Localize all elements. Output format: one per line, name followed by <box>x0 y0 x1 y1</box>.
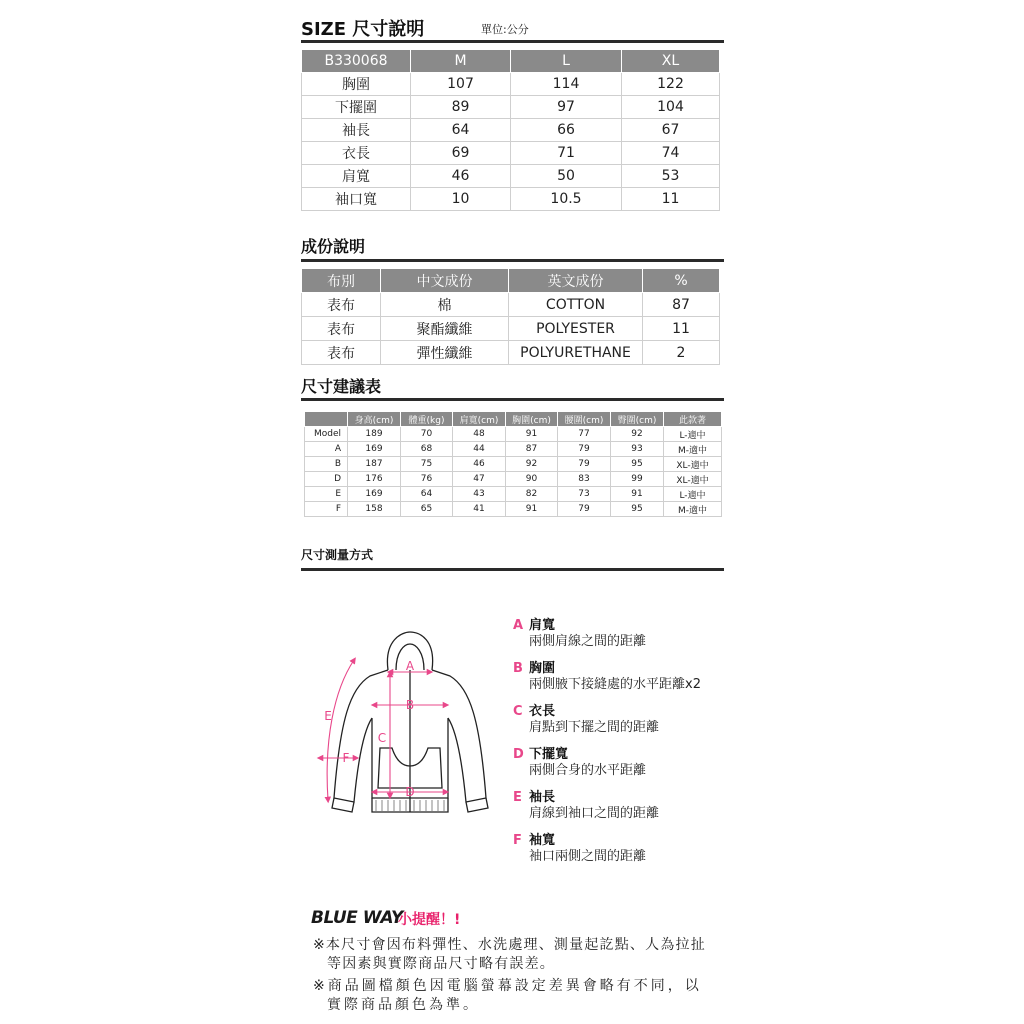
size-title: SIZE 尺寸說明 <box>301 19 425 40</box>
table-cell: 下擺圍 <box>302 96 411 119</box>
table-cell: 169 <box>348 487 401 502</box>
table-cell: 11 <box>643 317 720 341</box>
table-cell: 92 <box>611 427 664 442</box>
legend-desc: 兩側合身的水平距離 <box>529 763 647 778</box>
diagram-label-b: B <box>405 698 415 712</box>
table-cell: 11 <box>622 188 720 211</box>
table-cell: 95 <box>611 502 664 517</box>
table-cell: 82 <box>506 487 558 502</box>
legend-item-d <box>513 747 701 790</box>
table-cell: 67 <box>622 119 720 142</box>
header-cell: 此款著 <box>664 412 722 427</box>
table-cell: 74 <box>622 142 720 165</box>
measure-legend <box>513 618 701 876</box>
table-cell: 122 <box>622 73 720 96</box>
notice-line-4: 實際商品顏色為準。 <box>327 997 480 1013</box>
legend-letter: F <box>513 833 522 848</box>
table-cell: 表布 <box>302 317 381 341</box>
table-row <box>305 487 722 502</box>
table-cell: 64 <box>401 487 453 502</box>
table-row <box>302 165 720 188</box>
table-cell: B <box>305 457 348 472</box>
recommend-title-rule <box>301 398 724 401</box>
table-cell: POLYESTER <box>509 317 643 341</box>
table-cell: 189 <box>348 427 401 442</box>
measure-title: 尺寸測量方式 <box>301 548 374 562</box>
legend-letter: A <box>513 618 524 633</box>
legend-item-c <box>513 704 701 747</box>
legend-name: 肩寬 <box>529 618 556 633</box>
table-cell: 43 <box>453 487 506 502</box>
table-cell: 表布 <box>302 341 381 365</box>
table-cell: 169 <box>348 442 401 457</box>
table-cell: 73 <box>558 487 611 502</box>
legend-item-e <box>513 790 701 833</box>
recommend-table-header <box>305 412 722 427</box>
table-cell: 95 <box>611 457 664 472</box>
table-cell: 胸圍 <box>302 73 411 96</box>
table-cell: COTTON <box>509 293 643 317</box>
header-cell: B330068 <box>302 50 411 73</box>
size-table <box>301 49 720 211</box>
table-cell: 53 <box>622 165 720 188</box>
legend-desc: 袖口兩側之間的距離 <box>529 849 647 864</box>
unit-label: 單位:公分 <box>481 23 529 36</box>
legend-name: 衣長 <box>529 704 556 719</box>
legend-item-f <box>513 833 701 876</box>
table-cell: 92 <box>506 457 558 472</box>
legend-letter: C <box>513 704 523 719</box>
header-cell: 肩寬(cm) <box>453 412 506 427</box>
legend-desc: 肩線到袖口之間的距離 <box>529 806 660 821</box>
table-cell: 肩寬 <box>302 165 411 188</box>
header-cell: % <box>643 269 720 293</box>
legend-desc: 兩側腋下接縫處的水平距離x2 <box>529 677 701 692</box>
table-cell: 87 <box>643 293 720 317</box>
jacket-diagram <box>310 630 510 830</box>
table-cell: 64 <box>411 119 511 142</box>
table-row <box>305 502 722 517</box>
table-row <box>302 73 720 96</box>
table-cell: M-適中 <box>664 442 722 457</box>
composition-table-header <box>302 269 720 293</box>
header-cell: 身高(cm) <box>348 412 401 427</box>
table-cell: 表布 <box>302 293 381 317</box>
measure-title-rule <box>301 568 724 571</box>
notice-line-3: ※商品圖檔顏色因電腦螢幕設定差異會略有不同，以 <box>313 978 702 994</box>
legend-item-a <box>513 618 701 661</box>
table-cell: 69 <box>411 142 511 165</box>
table-cell: XL-適中 <box>664 472 722 487</box>
table-cell: A <box>305 442 348 457</box>
table-cell: 50 <box>511 165 622 188</box>
table-cell: 彈性纖維 <box>381 341 509 365</box>
table-cell: 10 <box>411 188 511 211</box>
table-cell: 48 <box>453 427 506 442</box>
table-cell: 176 <box>348 472 401 487</box>
header-cell: 體重(kg) <box>401 412 453 427</box>
table-cell: 91 <box>506 427 558 442</box>
table-cell: 187 <box>348 457 401 472</box>
table-cell: M-適中 <box>664 502 722 517</box>
legend-letter: D <box>513 747 524 762</box>
table-row <box>302 341 720 365</box>
table-cell: 79 <box>558 457 611 472</box>
header-cell: 英文成份 <box>509 269 643 293</box>
header-cell: 胸圍(cm) <box>506 412 558 427</box>
table-cell: 66 <box>511 119 622 142</box>
table-row <box>302 142 720 165</box>
table-row <box>305 442 722 457</box>
table-cell: 袖口寬 <box>302 188 411 211</box>
table-cell: 棉 <box>381 293 509 317</box>
table-cell: F <box>305 502 348 517</box>
table-cell: 70 <box>401 427 453 442</box>
legend-letter: B <box>513 661 523 676</box>
diagram-label-f: F <box>342 751 350 765</box>
header-cell: XL <box>622 50 720 73</box>
legend-item-b <box>513 661 701 704</box>
diagram-label-a: A <box>405 659 415 673</box>
table-row <box>305 427 722 442</box>
table-cell: 71 <box>511 142 622 165</box>
composition-title-rule <box>301 259 724 262</box>
table-cell: 93 <box>611 442 664 457</box>
table-cell: 袖長 <box>302 119 411 142</box>
header-cell: M <box>411 50 511 73</box>
diagram-label-e: E <box>324 709 332 723</box>
table-cell: 47 <box>453 472 506 487</box>
header-cell: 臀圍(cm) <box>611 412 664 427</box>
table-cell: 聚酯纖維 <box>381 317 509 341</box>
header-cell: 中文成份 <box>381 269 509 293</box>
header-cell: L <box>511 50 622 73</box>
notice-line-2: 等因素與實際商品尺寸略有誤差。 <box>327 956 555 972</box>
table-cell: 79 <box>558 442 611 457</box>
table-cell: 79 <box>558 502 611 517</box>
table-cell: 99 <box>611 472 664 487</box>
table-cell: Model <box>305 427 348 442</box>
legend-desc: 兩側肩線之間的距離 <box>529 634 647 649</box>
table-cell: POLYURETHANE <box>509 341 643 365</box>
table-row <box>302 317 720 341</box>
table-cell: L-適中 <box>664 487 722 502</box>
table-row <box>305 457 722 472</box>
table-row <box>302 188 720 211</box>
table-cell: 衣長 <box>302 142 411 165</box>
table-cell: 44 <box>453 442 506 457</box>
table-cell: 83 <box>558 472 611 487</box>
table-row <box>302 293 720 317</box>
table-cell: 91 <box>611 487 664 502</box>
table-cell: 76 <box>401 472 453 487</box>
table-row <box>302 119 720 142</box>
table-cell: 77 <box>558 427 611 442</box>
table-cell: 75 <box>401 457 453 472</box>
table-cell: 46 <box>453 457 506 472</box>
table-cell: 2 <box>643 341 720 365</box>
table-cell: D <box>305 472 348 487</box>
table-cell: 158 <box>348 502 401 517</box>
table-cell: 89 <box>411 96 511 119</box>
table-cell: 65 <box>401 502 453 517</box>
legend-name: 胸圍 <box>529 661 556 676</box>
legend-name: 下擺寬 <box>529 747 569 762</box>
header-cell: 布別 <box>302 269 381 293</box>
measure-e-line <box>327 660 354 800</box>
composition-title: 成份說明 <box>301 237 366 256</box>
table-cell: L-適中 <box>664 427 722 442</box>
diagram-label-d: D <box>405 785 415 799</box>
size-table-header <box>302 50 720 73</box>
table-cell: E <box>305 487 348 502</box>
diagram-label-c: C <box>377 731 387 745</box>
table-cell: 97 <box>511 96 622 119</box>
table-row <box>305 472 722 487</box>
header-cell <box>305 412 348 427</box>
table-cell: 107 <box>411 73 511 96</box>
notice-line-1: ※本尺寸會因布料彈性、水洗處理、測量起訖點、人為拉扯 <box>313 937 706 953</box>
recommend-table <box>304 411 722 517</box>
table-cell: 87 <box>506 442 558 457</box>
composition-table <box>301 268 720 365</box>
table-row <box>302 96 720 119</box>
brand-logo: BLUE WAY <box>311 908 403 928</box>
legend-name: 袖長 <box>529 790 556 805</box>
table-cell: 114 <box>511 73 622 96</box>
recommend-title: 尺寸建議表 <box>301 377 382 396</box>
legend-desc: 肩點到下擺之間的距離 <box>529 720 660 735</box>
legend-letter: E <box>513 790 522 805</box>
tip-label: 小提醒！! <box>398 912 461 928</box>
table-cell: XL-適中 <box>664 457 722 472</box>
table-cell: 41 <box>453 502 506 517</box>
table-cell: 90 <box>506 472 558 487</box>
header-cell: 腰圍(cm) <box>558 412 611 427</box>
table-cell: 104 <box>622 96 720 119</box>
legend-name: 袖寬 <box>529 833 556 848</box>
size-title-rule <box>301 40 724 43</box>
table-cell: 68 <box>401 442 453 457</box>
table-cell: 10.5 <box>511 188 622 211</box>
table-cell: 91 <box>506 502 558 517</box>
table-cell: 46 <box>411 165 511 188</box>
